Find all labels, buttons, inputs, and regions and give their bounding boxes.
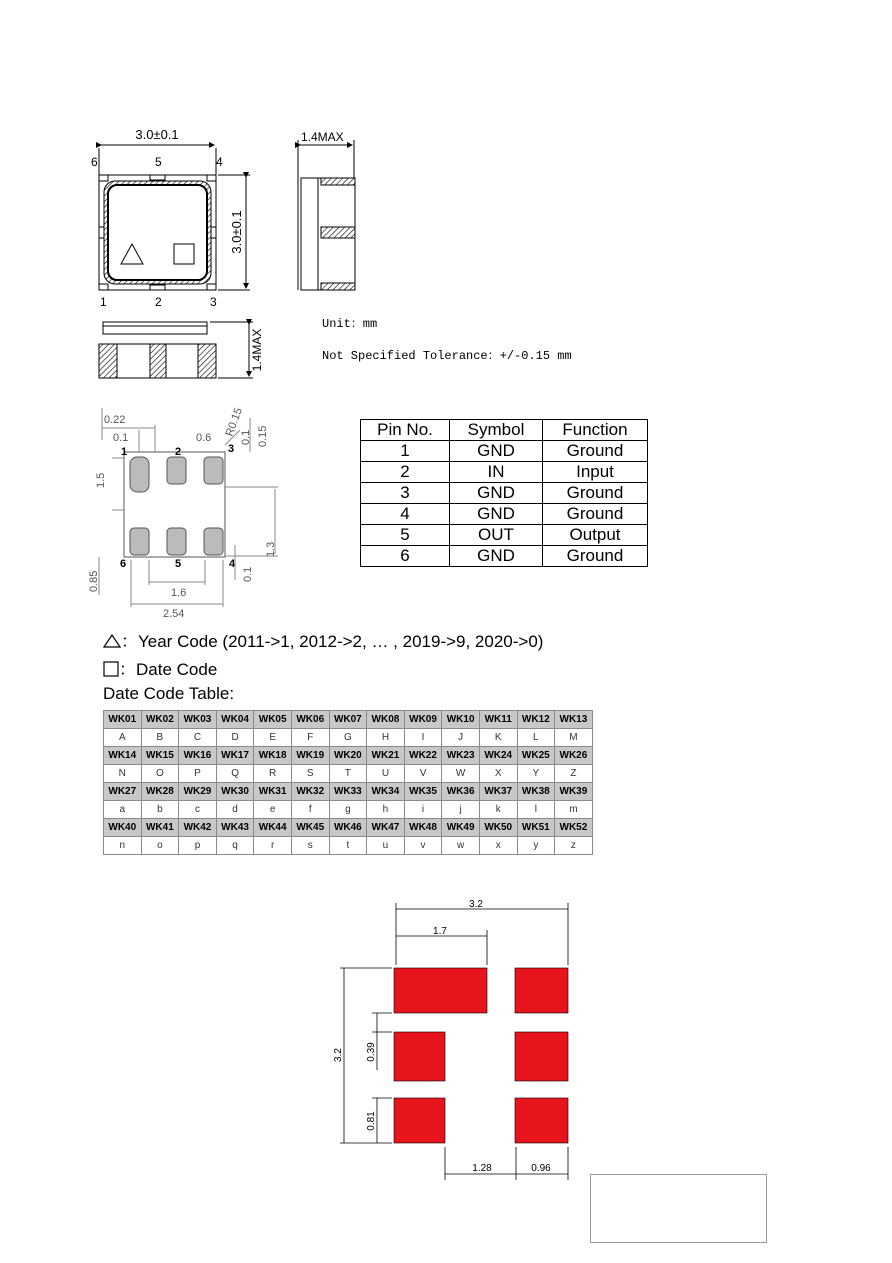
week-cell: WK39 xyxy=(555,783,593,801)
week-cell: WK13 xyxy=(555,711,593,729)
code-cell: V xyxy=(404,765,442,783)
side-view xyxy=(298,140,355,290)
dim-15: 1.5 xyxy=(95,472,107,488)
dim-254: 2.54 xyxy=(163,608,185,620)
code-cell: M xyxy=(555,729,593,747)
code-row xyxy=(104,837,593,855)
dim-06: 0.6 xyxy=(196,432,212,444)
lp-dim-17: 1.7 xyxy=(433,926,447,937)
tolerance-note: Not Specified Tolerance：+/-0.15 mm xyxy=(322,349,572,363)
date-code-table xyxy=(103,710,593,855)
lp-dim-096: 0.96 xyxy=(531,1163,551,1174)
lp-dim-081: 0.81 xyxy=(366,1111,377,1131)
code-cell: O xyxy=(141,765,179,783)
week-cell: WK36 xyxy=(442,783,480,801)
pad-label-1: 1 xyxy=(121,446,128,458)
symbol-cell: GND xyxy=(450,546,543,567)
code-cell: U xyxy=(367,765,405,783)
dim-022: 0.22 xyxy=(104,414,126,426)
function-cell: Ground xyxy=(543,504,648,525)
code-cell: Z xyxy=(555,765,593,783)
front-height-dim: 1.4MAX xyxy=(250,328,264,372)
table-row xyxy=(361,441,648,462)
code-cell: q xyxy=(216,837,254,855)
week-cell: WK43 xyxy=(216,819,254,837)
week-cell: WK05 xyxy=(254,711,292,729)
code-cell: K xyxy=(479,729,517,747)
week-cell: WK26 xyxy=(555,747,593,765)
week-cell: WK01 xyxy=(104,711,142,729)
dim-01-right: 0.1 xyxy=(240,429,252,445)
land-pad-1 xyxy=(394,968,487,1013)
week-cell: WK07 xyxy=(329,711,367,729)
bottom-view-drawing xyxy=(80,395,280,620)
code-cell: I xyxy=(404,729,442,747)
code-cell: L xyxy=(517,729,555,747)
date-code-legend xyxy=(103,660,217,680)
triangle-icon xyxy=(103,634,121,648)
symbol-cell: GND xyxy=(450,504,543,525)
week-row xyxy=(104,819,593,837)
code-cell: D xyxy=(216,729,254,747)
code-cell: J xyxy=(442,729,480,747)
code-cell: S xyxy=(291,765,329,783)
week-cell: WK21 xyxy=(367,747,405,765)
code-cell: Q xyxy=(216,765,254,783)
week-cell: WK17 xyxy=(216,747,254,765)
week-cell: WK49 xyxy=(442,819,480,837)
week-cell: WK50 xyxy=(479,819,517,837)
front-view xyxy=(99,322,253,378)
unit-note: Unit：mm xyxy=(322,317,378,331)
top-view xyxy=(99,145,250,290)
week-cell: WK51 xyxy=(517,819,555,837)
function-cell: Input xyxy=(543,462,648,483)
week-cell: WK42 xyxy=(179,819,217,837)
week-row xyxy=(104,747,593,765)
empty-note-box xyxy=(590,1174,767,1243)
symbol-cell: GND xyxy=(450,441,543,462)
week-cell: WK30 xyxy=(216,783,254,801)
symbol-cell: IN xyxy=(450,462,543,483)
code-cell: m xyxy=(555,801,593,819)
week-cell: WK25 xyxy=(517,747,555,765)
top-width-dim: 3.0±0.1 xyxy=(135,127,179,142)
week-cell: WK34 xyxy=(367,783,405,801)
week-cell: WK47 xyxy=(367,819,405,837)
code-cell: F xyxy=(291,729,329,747)
package-drawing-top xyxy=(0,0,892,400)
week-row xyxy=(104,783,593,801)
function-cell: Ground xyxy=(543,441,648,462)
dim-085: 0.85 xyxy=(88,570,100,592)
dim-015: 0.15 xyxy=(257,425,269,447)
code-cell: d xyxy=(216,801,254,819)
week-cell: WK33 xyxy=(329,783,367,801)
week-cell: WK06 xyxy=(291,711,329,729)
pin-no-cell: 5 xyxy=(361,525,450,546)
code-cell: l xyxy=(517,801,555,819)
code-cell: N xyxy=(104,765,142,783)
code-cell: j xyxy=(442,801,480,819)
pin-label-3: 3 xyxy=(210,295,217,309)
week-cell: WK45 xyxy=(291,819,329,837)
week-cell: WK44 xyxy=(254,819,292,837)
pin-label-1: 1 xyxy=(100,295,107,309)
week-cell: WK19 xyxy=(291,747,329,765)
land-pattern-drawing xyxy=(330,895,590,1185)
date-code-table-title: Date Code Table: xyxy=(103,684,235,703)
pin-label-2: 2 xyxy=(155,295,162,309)
code-cell: n xyxy=(104,837,142,855)
code-cell: e xyxy=(254,801,292,819)
week-cell: WK10 xyxy=(442,711,480,729)
code-cell: t xyxy=(329,837,367,855)
code-cell: x xyxy=(479,837,517,855)
code-cell: u xyxy=(367,837,405,855)
week-cell: WK35 xyxy=(404,783,442,801)
week-cell: WK22 xyxy=(404,747,442,765)
code-cell: p xyxy=(179,837,217,855)
week-cell: WK14 xyxy=(104,747,142,765)
code-cell: P xyxy=(179,765,217,783)
pin-function-table xyxy=(360,419,648,567)
table-row xyxy=(361,546,648,567)
lp-dim-32-height: 3.2 xyxy=(333,1048,344,1062)
code-row xyxy=(104,729,593,747)
pad-label-3: 3 xyxy=(228,443,235,455)
table-row xyxy=(361,525,648,546)
week-cell: WK11 xyxy=(479,711,517,729)
year-code-text: ：Year Code (2011->1, 2012->2, … , 2019->9, 2020->0) xyxy=(121,632,544,651)
pad-label-5: 5 xyxy=(175,558,182,570)
dim-r015: R0.15 xyxy=(223,406,245,439)
code-cell: o xyxy=(141,837,179,855)
code-cell: C xyxy=(179,729,217,747)
code-cell: h xyxy=(367,801,405,819)
week-cell: WK28 xyxy=(141,783,179,801)
symbol-cell: GND xyxy=(450,483,543,504)
lp-dim-039: 0.39 xyxy=(366,1042,377,1062)
pin-label-4: 4 xyxy=(216,155,223,169)
week-cell: WK15 xyxy=(141,747,179,765)
week-cell: WK27 xyxy=(104,783,142,801)
code-cell: B xyxy=(141,729,179,747)
code-cell: v xyxy=(404,837,442,855)
week-cell: WK18 xyxy=(254,747,292,765)
header-symbol: Symbol xyxy=(450,420,543,441)
pin-no-cell: 3 xyxy=(361,483,450,504)
code-cell: z xyxy=(555,837,593,855)
lp-dim-32-width: 3.2 xyxy=(469,899,483,910)
week-row xyxy=(104,711,593,729)
code-cell: g xyxy=(329,801,367,819)
pad-label-4: 4 xyxy=(229,558,236,570)
week-cell: WK04 xyxy=(216,711,254,729)
square-icon xyxy=(103,661,119,677)
week-cell: WK37 xyxy=(479,783,517,801)
table-row xyxy=(361,504,648,525)
week-cell: WK03 xyxy=(179,711,217,729)
code-cell: s xyxy=(291,837,329,855)
code-cell: Y xyxy=(517,765,555,783)
pin-label-5: 5 xyxy=(155,155,162,169)
pin-label-6: 6 xyxy=(91,155,98,169)
week-cell: WK41 xyxy=(141,819,179,837)
week-cell: WK20 xyxy=(329,747,367,765)
code-cell: E xyxy=(254,729,292,747)
code-row xyxy=(104,801,593,819)
land-pads xyxy=(394,968,568,1143)
function-cell: Ground xyxy=(543,546,648,567)
pad-label-2: 2 xyxy=(175,446,182,458)
dim-16: 1.6 xyxy=(171,587,187,599)
code-cell: T xyxy=(329,765,367,783)
land-pad-5 xyxy=(394,1098,445,1143)
code-cell: i xyxy=(404,801,442,819)
week-cell: WK02 xyxy=(141,711,179,729)
pin-no-cell: 1 xyxy=(361,441,450,462)
week-cell: WK48 xyxy=(404,819,442,837)
function-cell: Output xyxy=(543,525,648,546)
land-pad-6 xyxy=(515,1098,568,1143)
week-cell: WK40 xyxy=(104,819,142,837)
week-cell: WK12 xyxy=(517,711,555,729)
week-cell: WK16 xyxy=(179,747,217,765)
week-cell: WK09 xyxy=(404,711,442,729)
dim-01-bottom: 0.1 xyxy=(242,566,254,582)
top-height-dim: 3.0±0.1 xyxy=(229,210,244,254)
code-cell: R xyxy=(254,765,292,783)
code-cell: b xyxy=(141,801,179,819)
pin-no-cell: 6 xyxy=(361,546,450,567)
week-cell: WK23 xyxy=(442,747,480,765)
header-function: Function xyxy=(543,420,648,441)
week-cell: WK08 xyxy=(367,711,405,729)
table-row xyxy=(361,483,648,504)
lp-dim-128: 1.28 xyxy=(472,1163,492,1174)
code-cell: X xyxy=(479,765,517,783)
code-cell: a xyxy=(104,801,142,819)
pin-no-cell: 2 xyxy=(361,462,450,483)
land-pad-2 xyxy=(515,968,568,1013)
dim-01-top: 0.1 xyxy=(113,432,129,444)
year-code-legend xyxy=(103,632,543,652)
week-cell: WK29 xyxy=(179,783,217,801)
land-pad-4 xyxy=(515,1032,568,1081)
header-pin-no: Pin No. xyxy=(361,420,450,441)
code-cell: k xyxy=(479,801,517,819)
code-cell: H xyxy=(367,729,405,747)
code-cell: W xyxy=(442,765,480,783)
code-cell: G xyxy=(329,729,367,747)
week-cell: WK32 xyxy=(291,783,329,801)
code-row xyxy=(104,765,593,783)
code-cell: A xyxy=(104,729,142,747)
week-cell: WK52 xyxy=(555,819,593,837)
week-cell: WK24 xyxy=(479,747,517,765)
pin-no-cell: 4 xyxy=(361,504,450,525)
function-cell: Ground xyxy=(543,483,648,504)
side-height-dim: 1.4MAX xyxy=(301,130,344,144)
table-row xyxy=(361,462,648,483)
code-cell: r xyxy=(254,837,292,855)
week-cell: WK46 xyxy=(329,819,367,837)
land-pad-3 xyxy=(394,1032,445,1081)
code-cell: f xyxy=(291,801,329,819)
pad-label-6: 6 xyxy=(120,558,127,570)
date-code-text: ：Date Code xyxy=(119,660,218,679)
code-cell: w xyxy=(442,837,480,855)
code-cell: y xyxy=(517,837,555,855)
code-cell: c xyxy=(179,801,217,819)
week-cell: WK38 xyxy=(517,783,555,801)
week-cell: WK31 xyxy=(254,783,292,801)
symbol-cell: OUT xyxy=(450,525,543,546)
dim-13: 1.3 xyxy=(265,541,277,557)
